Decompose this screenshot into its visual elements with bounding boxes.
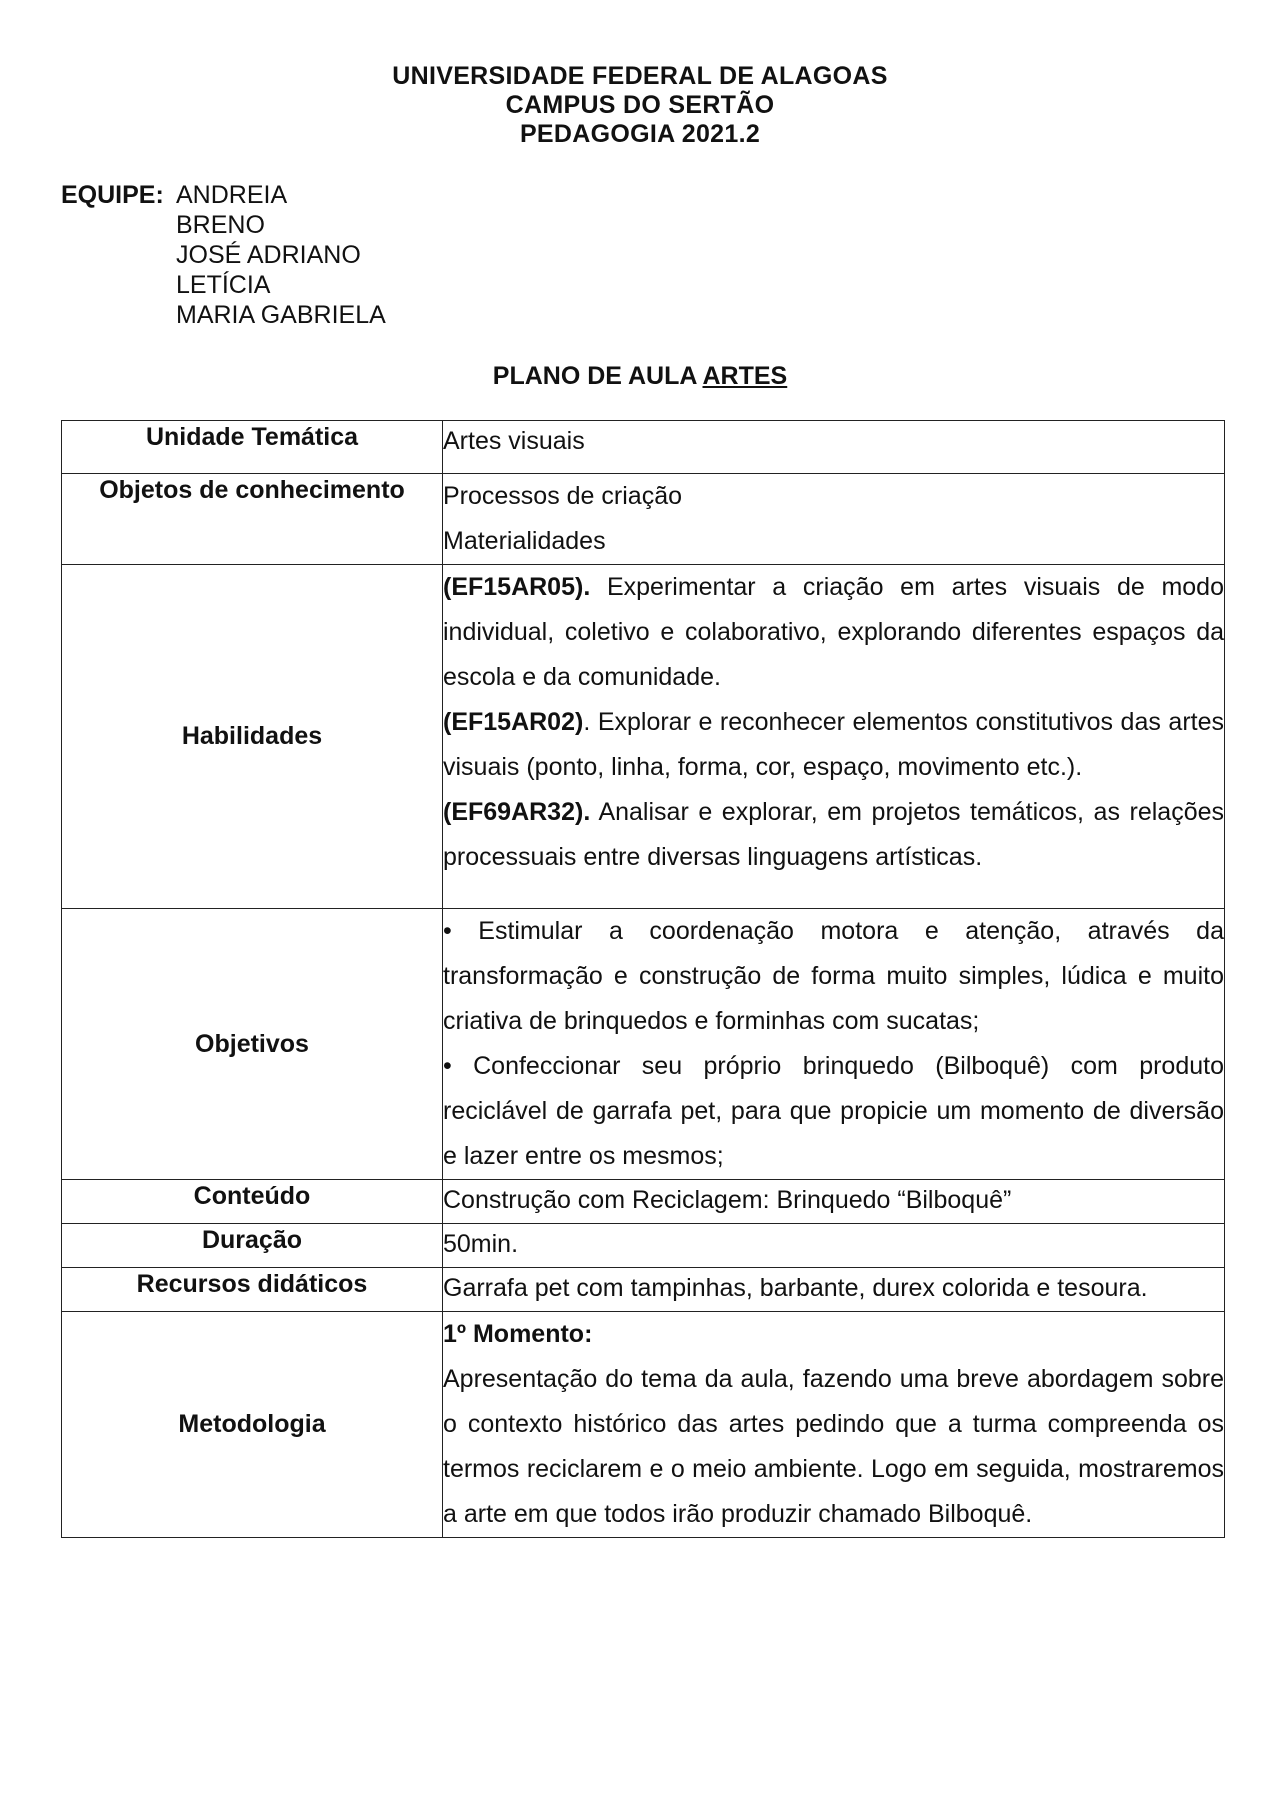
row-label-objetivos: Objetivos bbox=[62, 909, 443, 1180]
table-row bbox=[62, 1312, 1225, 1538]
row-label-objetos: Objetos de conhecimento bbox=[62, 474, 443, 565]
table-row bbox=[62, 1268, 1225, 1312]
row-label-habilidades: Habilidades bbox=[62, 565, 443, 909]
metodologia-moment-title bbox=[443, 1312, 1224, 1357]
table-row bbox=[62, 1224, 1225, 1268]
table-row bbox=[62, 565, 1225, 909]
plan-title bbox=[0, 362, 1280, 391]
row-label-recursos: Recursos didáticos bbox=[62, 1268, 443, 1312]
row-label-duracao: Duração bbox=[62, 1224, 443, 1268]
habilidade-code: (EF15AR02) bbox=[443, 708, 584, 736]
row-value-habilidades bbox=[443, 565, 1225, 909]
team-member: JOSÉ ADRIANO bbox=[176, 241, 361, 269]
objetivo-item: • Estimular a coordenação motora e atenção, através da transformação e construção de forma muito simples, lúdica e muito criativa de brinquedos e forminhas com sucatas; bbox=[443, 917, 1224, 1035]
course-name: PEDAGOGIA 2021.2 bbox=[519, 120, 761, 148]
team-members bbox=[176, 180, 386, 330]
plan-title-prefix: PLANO DE AULA bbox=[492, 362, 697, 390]
row-label-metodologia: Metodologia bbox=[62, 1312, 443, 1538]
row-value-recursos: Garrafa pet com tampinhas, barbante, durex colorida e tesoura. bbox=[443, 1268, 1225, 1312]
university-name: UNIVERSIDADE FEDERAL DE ALAGOAS bbox=[392, 62, 888, 90]
habilidade-text: . Explorar e reconhecer elementos constitutivos das artes visuais (ponto, linha, forma, cor, espaço, movimento etc.). bbox=[443, 708, 1224, 781]
team-member: BRENO bbox=[176, 211, 265, 239]
team-member: MARIA GABRIELA bbox=[176, 301, 386, 329]
moment-title-text: 1º Momento: bbox=[443, 1320, 593, 1348]
lesson-plan-table bbox=[61, 420, 1225, 1538]
row-value-objetivos bbox=[443, 909, 1225, 1180]
row-value-conteudo: Construção com Reciclagem: Brinquedo “Bilboquê” bbox=[443, 1180, 1225, 1224]
objeto-item: Processos de criação bbox=[443, 482, 683, 510]
table-row bbox=[62, 909, 1225, 1180]
table-row bbox=[62, 474, 1225, 565]
objeto-item: Materialidades bbox=[443, 527, 606, 555]
row-value-metodologia bbox=[443, 1312, 1225, 1538]
row-value-unidade: Artes visuais bbox=[443, 421, 1225, 474]
team-member: LETÍCIA bbox=[176, 271, 271, 299]
habilidade-text: Experimentar a criação em artes visuais de modo individual, coletivo e colaborativo, explorando diferentes espaços da escola e da comunidade. bbox=[443, 573, 1224, 691]
objetivo-item: • Confeccionar seu próprio brinquedo (Bilboquê) com produto reciclável de garrafa pet, para que propicie um momento de diversão e lazer entre os mesmos; bbox=[443, 1052, 1224, 1170]
campus-name: CAMPUS DO SERTÃO bbox=[505, 91, 775, 119]
plan-title-subject: ARTES bbox=[702, 362, 788, 390]
habilidade-item bbox=[443, 565, 1224, 700]
habilidade-code: (EF69AR32). bbox=[443, 798, 591, 826]
habilidade-text: Analisar e explorar, em projetos temáticos, as relações processuais entre diversas linguagens artísticas. bbox=[443, 798, 1224, 871]
team-member: ANDREIA bbox=[176, 181, 288, 209]
document-header bbox=[0, 62, 1280, 149]
row-label-conteudo: Conteúdo bbox=[62, 1180, 443, 1224]
table-row bbox=[62, 1180, 1225, 1224]
team-label: EQUIPE: bbox=[61, 181, 164, 209]
table-row bbox=[62, 421, 1225, 474]
row-label-unidade: Unidade Temática bbox=[62, 421, 443, 474]
metodologia-text: Apresentação do tema da aula, fazendo uma breve abordagem sobre o contexto histórico das artes pedindo que a turma compreenda os termos reciclarem e o meio ambiente. Logo em seguida, mostraremos a arte em que todos irão produzir chamado Bilboquê. bbox=[443, 1365, 1224, 1528]
habilidade-item bbox=[443, 700, 1224, 790]
habilidade-item bbox=[443, 790, 1224, 880]
row-value-objetos bbox=[443, 474, 1225, 565]
row-value-duracao: 50min. bbox=[443, 1224, 1225, 1268]
habilidade-code: (EF15AR05). bbox=[443, 573, 591, 601]
